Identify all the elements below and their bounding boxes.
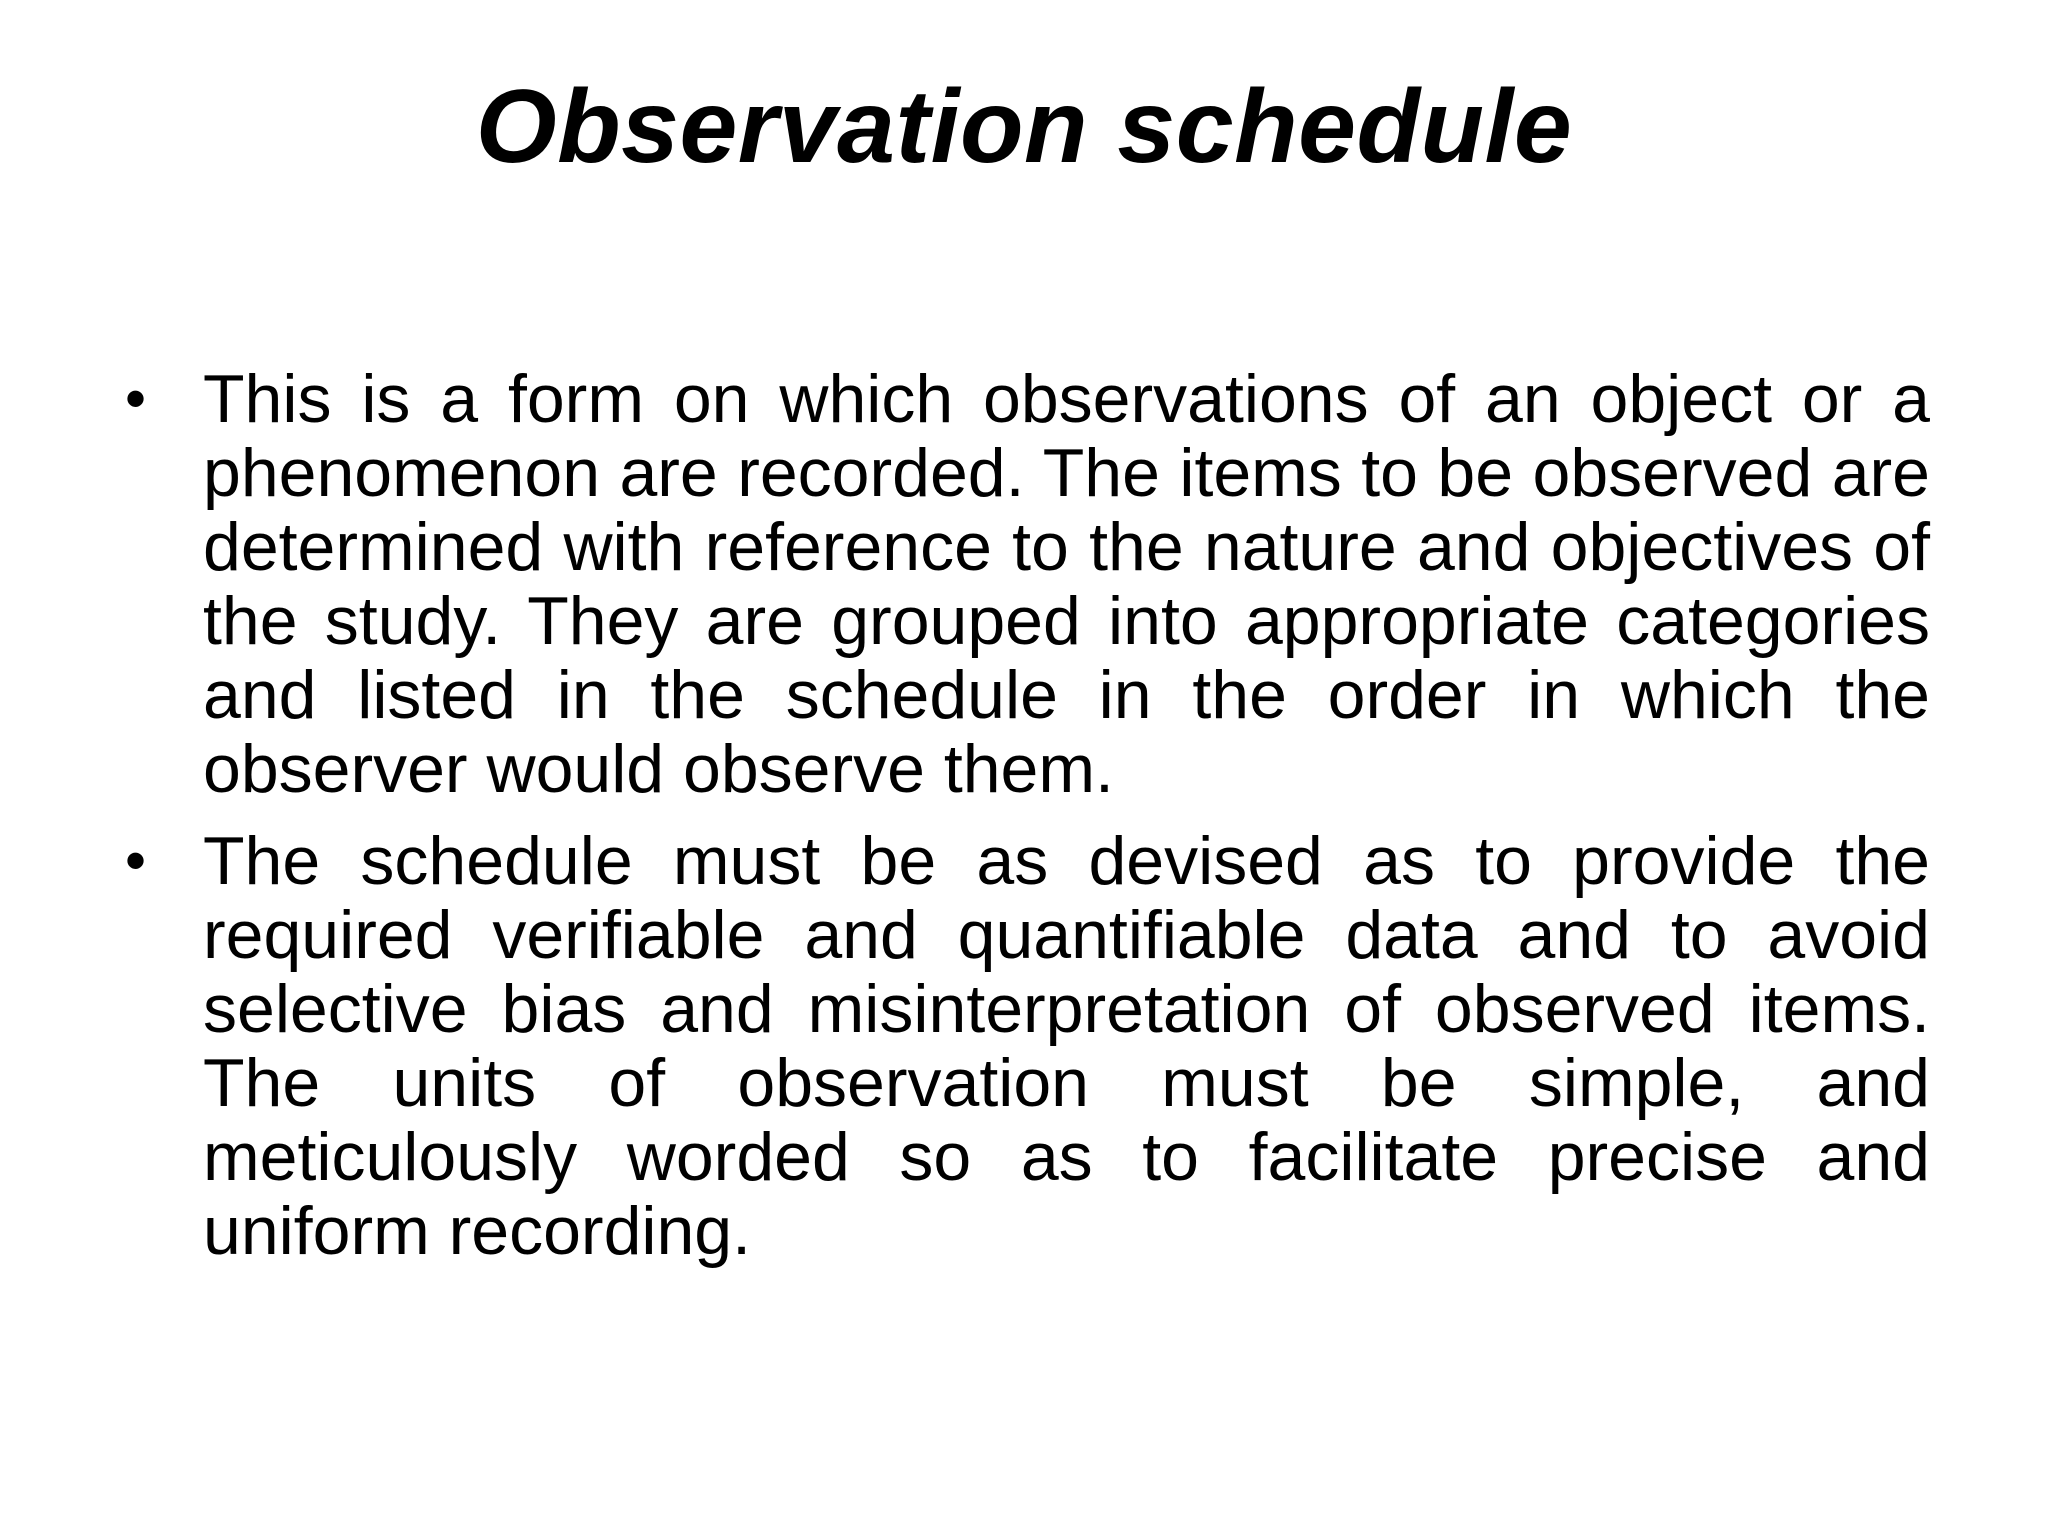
bullet-list [125, 362, 1930, 1286]
bullet-text: The schedule must be as devised as to provide the required verifiable and quantifiable data and to avoid selective bias and misinterpretation of observed items. The units of observation must be simple, and meticulously worded so as to facilitate precise and uniform recording. [203, 823, 1930, 1269]
bullet-text: This is a form on which observations of an object or a phenomenon are recorded. The items to be observed are determined with reference to the nature and objectives of the study. They are grouped into appropriate categories and listed in the schedule in the order in which the observer would observe them. [203, 361, 1930, 807]
bullet-item [125, 824, 1930, 1268]
bullet-item [125, 362, 1930, 806]
slide-title: Observation schedule [475, 69, 1573, 185]
bullet-icon: • [125, 365, 147, 432]
bullet-icon: • [125, 827, 147, 894]
